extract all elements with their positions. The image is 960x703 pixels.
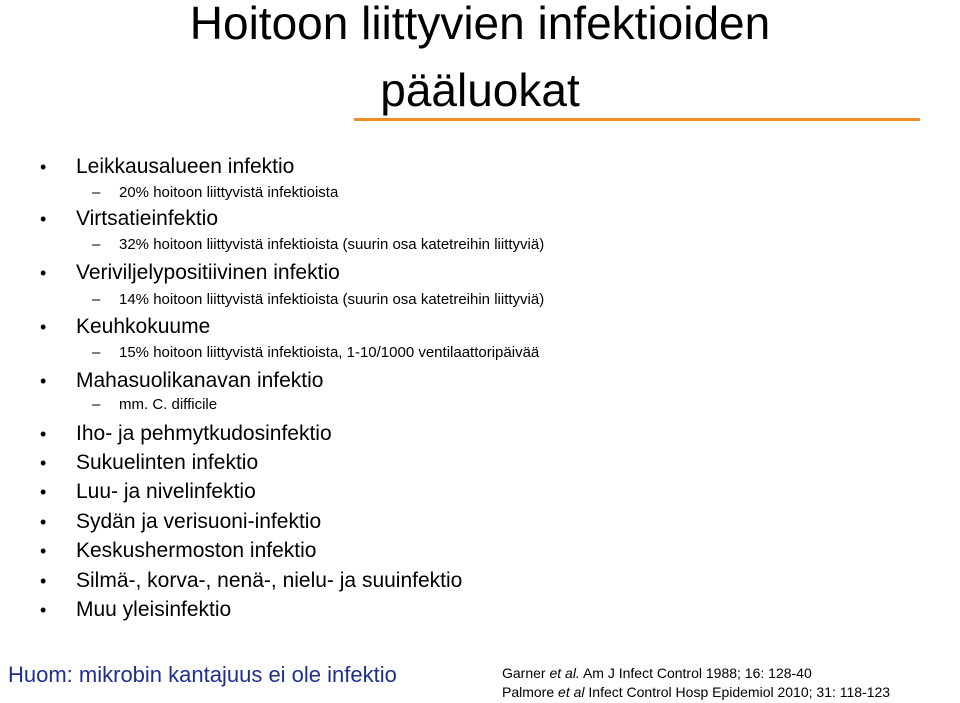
bullet-icon: • bbox=[40, 512, 47, 532]
reference-etal: et al. bbox=[549, 665, 580, 681]
reference-citation: Infect Control Hosp Epidemiol 2010; 31: 118-123 bbox=[588, 684, 891, 700]
list-subitem bbox=[92, 344, 539, 362]
title-line-2: pääluokat bbox=[380, 64, 580, 116]
bullet-icon: • bbox=[40, 371, 47, 391]
bullet-icon: • bbox=[40, 263, 47, 283]
list-item bbox=[40, 207, 218, 231]
list-item bbox=[40, 510, 321, 534]
bullet-icon: • bbox=[40, 571, 47, 591]
bullet-icon: • bbox=[40, 157, 47, 177]
list-subitem bbox=[92, 396, 217, 414]
list-subitem-label: 15% hoitoon liittyvistä infektioista, 1-10/1000 ventilaattoripäivää bbox=[119, 344, 540, 361]
title-line-1: Hoitoon liittyvien infektioiden bbox=[189, 0, 771, 49]
footnote: Huom: mikrobin kantajuus ei ole infektio bbox=[8, 662, 397, 687]
reference-citation: Am J Infect Control 1988; 16: 128-40 bbox=[582, 665, 812, 681]
list-item-label: Mahasuolikanavan infektio bbox=[76, 369, 324, 392]
list-item bbox=[40, 369, 324, 393]
bullet-icon: • bbox=[40, 482, 47, 502]
list-item bbox=[40, 539, 316, 563]
list-subitem-label: 14% hoitoon liittyvistä infektioista (suurin osa katetreihin liittyviä) bbox=[119, 291, 545, 308]
list-subitem bbox=[92, 236, 544, 254]
list-subitem-label: mm. C. difficile bbox=[119, 396, 218, 413]
list-item bbox=[40, 422, 332, 446]
list-item-label: Keskushermoston infektio bbox=[76, 539, 317, 562]
list-item-label: Veriviljelypositiivinen infektio bbox=[76, 261, 340, 284]
list-item-label: Luu- ja nivelinfektio bbox=[76, 480, 256, 503]
bullet-icon: • bbox=[40, 209, 47, 229]
list-item bbox=[40, 598, 231, 622]
list-item-label: Keuhkokuume bbox=[76, 315, 211, 338]
bullet-icon: • bbox=[40, 541, 47, 561]
list-subitem-label: 32% hoitoon liittyvistä infektioista (suurin osa katetreihin liittyviä) bbox=[119, 236, 545, 253]
list-item bbox=[40, 315, 210, 339]
list-item-label: Virtsatieinfektio bbox=[76, 207, 219, 230]
list-item-label: Sukuelinten infektio bbox=[76, 451, 259, 474]
dash-icon: – bbox=[92, 184, 101, 201]
list-item-label: Sydän ja verisuoni-infektio bbox=[76, 510, 322, 533]
bullet-icon: • bbox=[40, 600, 47, 620]
bullet-icon: • bbox=[40, 317, 47, 337]
bullet-icon: • bbox=[40, 424, 47, 444]
reference-author: Garner bbox=[502, 665, 546, 681]
reference-author: Palmore bbox=[502, 684, 555, 700]
title-underline bbox=[354, 118, 920, 121]
list-item bbox=[40, 451, 258, 475]
list-item bbox=[40, 155, 294, 179]
list-subitem bbox=[92, 184, 338, 202]
list-item bbox=[40, 480, 256, 504]
reference bbox=[502, 683, 890, 701]
list-item-label: Leikkausalueen infektio bbox=[76, 155, 295, 178]
dash-icon: – bbox=[92, 344, 101, 361]
list-subitem-label: 20% hoitoon liittyvistä infektioista bbox=[119, 184, 339, 201]
list-item bbox=[40, 569, 462, 593]
list-item-label: Silmä-, korva-, nenä-, nielu- ja suuinfektio bbox=[76, 569, 463, 592]
dash-icon: – bbox=[92, 396, 101, 413]
list-item-label: Iho- ja pehmytkudosinfektio bbox=[76, 422, 332, 445]
list-subitem bbox=[92, 291, 544, 309]
reference-etal: et al bbox=[558, 684, 585, 700]
list-item-label: Muu yleisinfektio bbox=[76, 598, 232, 621]
dash-icon: – bbox=[92, 291, 101, 308]
bullet-icon: • bbox=[40, 453, 47, 473]
dash-icon: – bbox=[92, 236, 101, 253]
reference bbox=[502, 664, 812, 682]
list-item bbox=[40, 261, 340, 285]
